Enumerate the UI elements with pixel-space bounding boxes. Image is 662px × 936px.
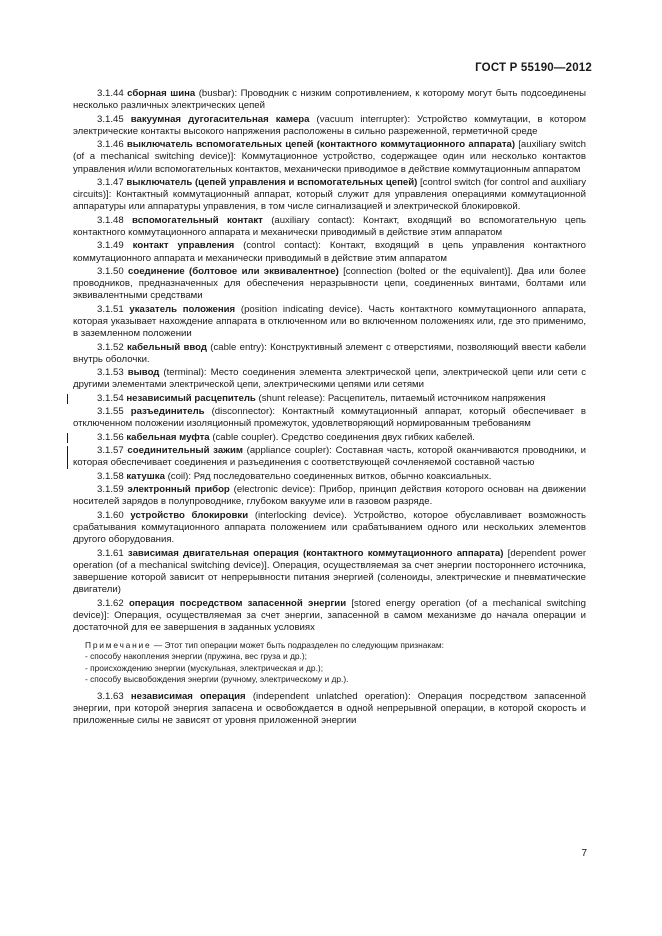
term-entry: [73, 406, 586, 430]
term-definition: . Операция, осуществляемая за счет энергии постороннего источника, завершение которой зависит от непрерывности питания энергией (соленоиды, электрические и пневматические двигатели): [73, 559, 586, 596]
term-number: 3.1.61: [97, 547, 124, 559]
term-entry: [73, 367, 586, 391]
term-entry: [73, 484, 586, 508]
term-name: сборная шина: [127, 88, 196, 99]
term-name: разъединитель: [130, 406, 205, 418]
term-name: вакуумная дугогасительная камера: [130, 113, 310, 125]
term-definition: . Средство соединения двух гибких кабелей.: [275, 431, 475, 443]
term-number: 3.1.57: [97, 445, 124, 457]
term-definition: : Операция посредством запасенной энергии, при которой энергия запасена и освобождается в одной непрерывной операции, в которой скорость и приложенные силы не зависят от уровня приложенной энергии: [73, 690, 586, 727]
note-intro: — Этот тип операции может быть подразделен по следующим признакам:: [151, 640, 444, 651]
term-english: [control switch (for control and auxiliary circuits)]: [73, 176, 586, 201]
term-number: 3.1.47: [97, 176, 124, 188]
term-number: 3.1.50: [97, 265, 124, 277]
term-entry: [73, 510, 586, 547]
term-number: 3.1.58: [97, 470, 124, 482]
term-english: [auxiliary switch (of a mechanical switching device)]: [73, 139, 586, 163]
term-definition: . Два или более проводников, предназначенных для обеспечения неразрывности цепи, соединенных винтами, болтами или эквивалентными средствами: [73, 265, 586, 302]
term-english: (independent unlatched operation): [252, 690, 408, 702]
term-definition: : Прибор, принцип действия которого основан на движении носителей зарядов в полупроводнике, глубоком вакууме или в газовом разряде.: [73, 484, 586, 508]
term-definition: : Расцепитель, питаемый источником напряжения: [322, 392, 546, 404]
term-entry: [73, 177, 586, 214]
note-item: - способу высвобождения энергии (ручному, электрическому и др.).: [85, 673, 349, 684]
term-entry: [73, 304, 586, 341]
change-bar: [67, 394, 68, 404]
term-entry: [73, 342, 586, 366]
term-number: 3.1.51: [97, 303, 124, 315]
term-english: (interlocking device): [254, 509, 345, 521]
term-definition: : Контакт, входящий во вспомогательную цепь контактного коммутационного аппарата и механически приводимый в действие этим аппаратом: [73, 214, 586, 238]
term-number: 3.1.54: [97, 392, 124, 404]
page-number: 7: [581, 848, 587, 859]
term-definition: : Проводник с низким сопротивлением, к которому могут быть подсоединены несколько различных электрических цепей: [73, 88, 586, 112]
term-name: указатель положения: [129, 303, 236, 315]
term-english: [dependent power operation (of a mechanical switching device)]: [73, 547, 587, 571]
term-name: кабельный ввод: [126, 341, 207, 353]
term-number: 3.1.46: [97, 139, 124, 151]
term-entry: [73, 445, 586, 469]
term-entry: [73, 548, 586, 597]
note-heading: [85, 640, 586, 651]
term-name: независимая операция: [130, 690, 246, 702]
note-item: - способу накопления энергии (пружина, вес груза и др.);: [85, 651, 307, 662]
term-name: катушка: [126, 470, 165, 482]
term-entry: [73, 139, 586, 176]
term-definition: : Устройство коммутации, в котором электрические контакты высокого напряжения расположены в сильно разреженной, герметичной среде: [73, 113, 587, 137]
term-definition: : Контакт, входящий в цепь управления контактного коммутационного аппарата и механически приводимый в действие этим аппаратом: [73, 240, 586, 264]
note-item: - происхождению энергии (мускульная, электрическая и др.);: [85, 662, 324, 673]
term-definition: : Коммутационное устройство, содержащее один или несколько контактов управления и/или вспомогательных контактов, механически приводимое в действие коммутационным аппаратом: [73, 151, 586, 175]
term-entry: [73, 266, 586, 303]
term-english: (disconnector): [211, 406, 273, 418]
term-number: 3.1.44: [97, 88, 124, 99]
term-definition: : Место соединения элемента электрической цепи, электрической цепи или сети с другими элементами электрической цепи, электрическими цепями или сетями: [73, 367, 586, 391]
term-english: (shunt release): [258, 392, 323, 404]
term-number: 3.1.60: [97, 509, 124, 521]
term-english: [connection (bolted or the equivalent)]: [343, 265, 511, 277]
term-number: 3.1.53: [97, 367, 124, 379]
term-name: соединение (болтовое или эквивалентное): [128, 265, 339, 277]
term-number: 3.1.45: [97, 113, 124, 125]
term-definition: : Ряд последовательно соединенных витков, обычно коаксиальных.: [188, 470, 492, 482]
term-number: 3.1.55: [97, 406, 124, 418]
note-label: Примечание: [85, 640, 152, 651]
term-entry: [73, 598, 586, 635]
term-definition: : Составная часть, которой оканчиваются проводники, и которая обеспечивает соединения и разъединения с соответствующей сочленяемой составной частью: [73, 445, 586, 469]
term-name: операция посредством запасенной энергии: [128, 597, 347, 609]
term-english: (cable entry): [210, 341, 265, 353]
term-name: зависимая двигательная операция (контактного коммутационного аппарата): [127, 547, 504, 559]
term-definition: . Устройство, которое обуславливает возможность срабатывания коммутационного аппарата положением или срабатыванием одного или нескольких элементов другого оборудования.: [73, 509, 586, 546]
term-name: соединительный зажим: [127, 445, 243, 457]
term-definition: : Операция, осуществляемая за счет энергии, запасенной в самом механизме до начала операции и достаточной для ее завершения в заданных условиях: [73, 609, 586, 633]
term-name: устройство блокировки: [130, 509, 249, 521]
term-definition: . Часть контактного коммутационного аппарата, которая указывает нахождение аппарата в отключенном или во включенном положениях или, где это применимо, в заземленном положении: [73, 303, 587, 340]
term-number: 3.1.48: [97, 214, 124, 226]
term-english: (position indicating device): [240, 303, 361, 315]
term-name: независимый расцепитель: [126, 392, 256, 404]
document-body: [73, 88, 586, 729]
term-english: (busbar): [198, 88, 235, 99]
term-name: контакт управления: [132, 240, 235, 252]
term-number: 3.1.56: [97, 431, 124, 443]
term-english: (auxiliary contact): [271, 214, 353, 226]
term-english: (terminal): [163, 367, 204, 379]
term-number: 3.1.49: [97, 240, 124, 252]
term-number: 3.1.59: [97, 484, 124, 496]
term-entry: [73, 471, 586, 483]
term-entry: [73, 88, 586, 112]
term-name: вывод: [127, 367, 160, 379]
term-english: (appliance coupler): [246, 445, 330, 457]
term-name: вспомогательный контакт: [132, 214, 263, 226]
term-list: [73, 88, 586, 634]
standard-header: ГОСТ Р 55190—2012: [475, 62, 592, 74]
note: [85, 640, 586, 685]
term-english: (vacuum interrupter): [316, 113, 408, 125]
change-bar: [67, 433, 68, 443]
term-definition: : Контактный коммутационный аппарат, который служит для управления операциями коммутационной аппаратуры или аппаратуры управления, в том числе сигнализацией и электрической блокировкой.: [73, 189, 586, 213]
term-name: выключатель вспомогательных цепей (контактного коммутационного аппарата): [126, 139, 516, 151]
term-name: выключатель (цепей управления и вспомогательных цепей): [126, 176, 418, 188]
term-english: (control contact): [243, 240, 319, 252]
term-entry: [73, 240, 586, 264]
term-number: 3.1.52: [97, 341, 124, 353]
term-number: 3.1.63: [97, 690, 124, 702]
term-name: кабельная муфта: [126, 431, 210, 443]
term-entry: [73, 215, 586, 239]
term-english: [stored energy operation (of a mechanical switching device)]: [73, 597, 586, 621]
term-number: 3.1.62: [97, 597, 124, 609]
term-english: (cable coupler): [212, 431, 276, 443]
term-entry: [73, 114, 586, 138]
change-bar: [67, 446, 68, 468]
term-definition: : Контактный коммутационный аппарат, который обеспечивает в отключенном положении изоляционный промежуток, удовлетворяющий нормированным требованиям: [73, 406, 587, 430]
term-entry: [73, 432, 586, 444]
term-name: электронный прибор: [127, 484, 230, 496]
term-english: (coil): [167, 470, 189, 482]
term-definition: : Конструктивный элемент с отверстиями, позволяющий ввести кабели внутрь оболочки.: [73, 341, 586, 365]
term-english: (electronic device): [233, 484, 313, 496]
term-entry-final: [73, 691, 586, 728]
term-entry: [73, 393, 586, 405]
